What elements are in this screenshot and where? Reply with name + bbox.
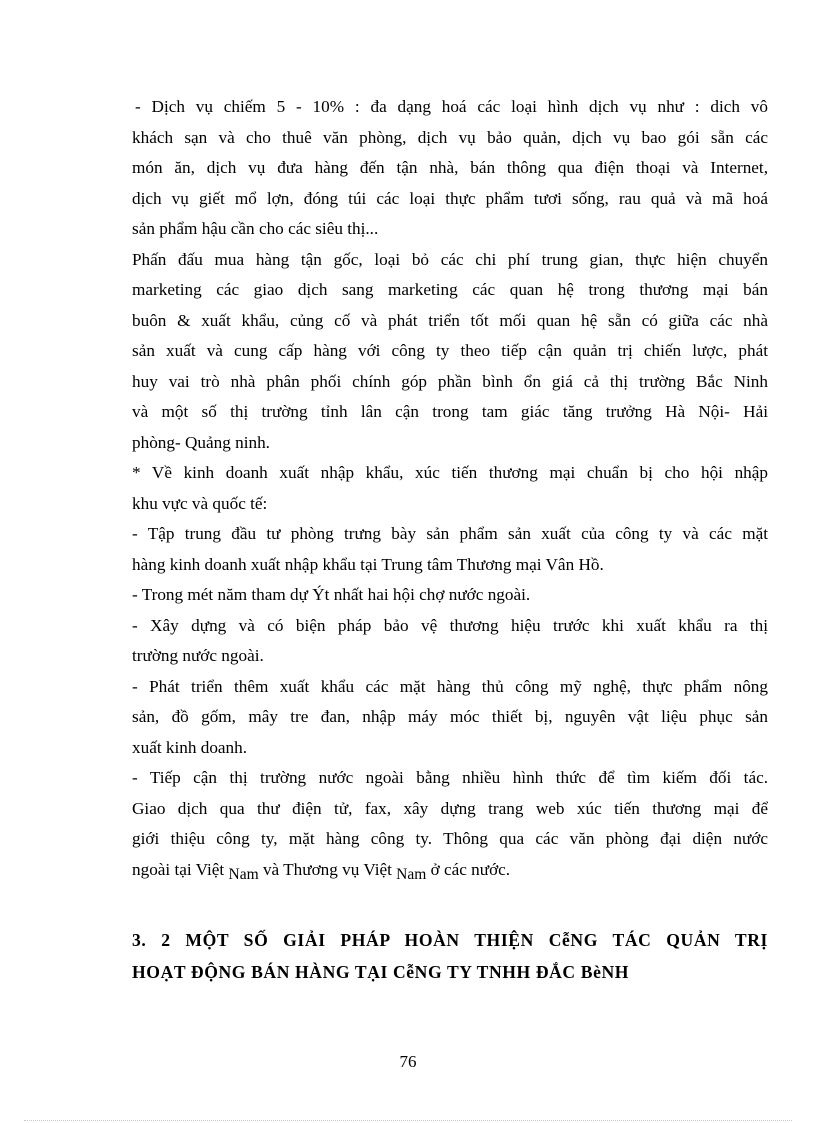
text-line: trường nước ngoài. xyxy=(132,646,264,665)
text-line: sản, đồ gốm, mây tre đan, nhập máy móc thiết bị, nguyên vật liệu phục sản xyxy=(132,707,768,726)
text-line: Phấn đấu mua hàng tận gốc, loại bỏ các chi phí trung gian, thực hiện chuyển xyxy=(132,249,768,269)
section-heading-line-2: HOẠT ĐỘNG BÁN HÀNG TẠI CễNG TY TNHH ĐẮC BèNH xyxy=(132,962,630,982)
section-heading-line-1: 3. 2 MỘT SỐ GIẢI PHÁP HOÀN THIỆN CễNG TÁC QUẢN TRỊ xyxy=(132,930,768,950)
text-span-subscript: Nam xyxy=(396,865,427,883)
page-bottom-divider xyxy=(24,1120,792,1121)
text-span: ở các nước. xyxy=(426,859,511,879)
text-line: giới thiệu công ty, mặt hàng công ty. Thông qua các văn phòng đại diện nước xyxy=(132,829,768,848)
page-number: 76 xyxy=(399,1052,417,1071)
text-line: sản xuất và cung cấp hàng với công ty theo tiếp cận quản trị chiến lược, phát xyxy=(132,341,768,360)
text-line: - Xây dựng và có biện pháp bảo vệ thương hiệu trước khi xuất khẩu ra thị xyxy=(132,615,768,635)
text-line: * Về kinh doanh xuất nhập khẩu, xúc tiến thương mại chuẩn bị cho hội nhập xyxy=(132,463,768,482)
text-line: - Trong mét năm tham dự Ýt nhất hai hội chợ nước ngoài. xyxy=(132,585,531,604)
text-line: - Phát triển thêm xuất khẩu các mặt hàng thủ công mỹ nghệ, thực phẩm nông xyxy=(132,676,768,696)
text-line: khách sạn và cho thuê văn phòng, dịch vụ bảo quản, dịch vụ bao gói sẵn các xyxy=(132,127,768,147)
text-span-subscript: Nam xyxy=(228,865,259,883)
text-line: - Tập trung đầu tư phòng trưng bày sản phẩm sản xuất của công ty và các mặt xyxy=(132,524,768,543)
text-line: và một số thị trường tỉnh lân cận trong tam giác tăng trưởng Hà Nội- Hải xyxy=(132,402,768,421)
text-line-last xyxy=(132,855,768,886)
text-span: và Thương vụ Việt xyxy=(258,859,397,879)
text-line: khu vực và quốc tế: xyxy=(132,493,268,513)
text-line: Giao dịch qua thư điện tử, fax, xây dựng trang web xúc tiến thương mại để xyxy=(132,798,768,818)
text-line: sản phẩm hậu cần cho các siêu thị... xyxy=(132,219,379,238)
text-line: huy vai trò nhà phân phối chính góp phần bình ổn giá cả thị trường Bắc Ninh xyxy=(132,371,768,391)
text-line: dịch vụ giết mổ lợn, đóng túi các loại thực phẩm tươi sống, rau quả và mã hoá xyxy=(132,188,768,208)
text-line: buôn & xuất khẩu, củng cố và phát triển tốt mối quan hệ sẵn có giữa các nhà xyxy=(132,310,768,330)
body-text xyxy=(132,92,768,885)
text-line: - Dịch vụ chiếm 5 - 10% : đa dạng hoá các loại hình dịch vụ như : dich vô xyxy=(135,97,768,116)
text-line: món ăn, dịch vụ đưa hàng đến tận nhà, bán thông qua điện thoại và Internet, xyxy=(132,158,768,177)
text-span: ngoài tại Việt xyxy=(132,859,229,879)
text-line: - Tiếp cận thị trường nước ngoài bằng nhiều hình thức để tìm kiếm đối tác. xyxy=(132,768,768,787)
text-line: hàng kinh doanh xuất nhập khẩu tại Trung tâm Thương mại Vân Hồ. xyxy=(132,554,604,574)
text-line: marketing các giao dịch sang marketing các quan hệ trong thương mại bán xyxy=(132,280,768,299)
text-line: xuất kinh doanh. xyxy=(132,737,248,757)
text-line: phòng- Quảng ninh. xyxy=(132,432,270,452)
